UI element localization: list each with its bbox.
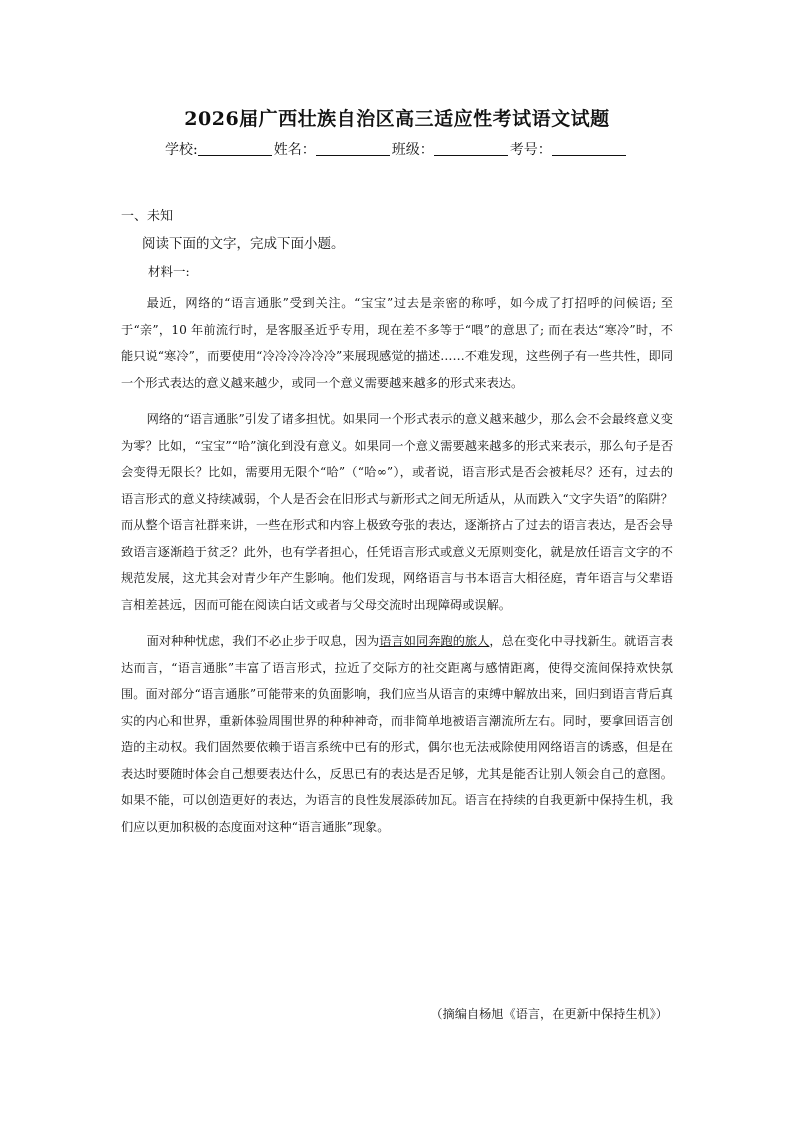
exam-title: 2026届广西壮族自治区高三适应性考试语文试题 [184,108,610,130]
school-blank [198,141,272,156]
name-blank [316,141,390,156]
paragraph-3-before: 面对种种忧虑，我们不必止步于叹息，因为 [146,634,380,648]
paragraph-1: 最近，网络的“语言通胀”受到关注。“宝宝”过去是亲密的称呼，如今成了打招呼的问候语; 至于“亲”，10 年前流行时，是客服圣近乎专用，现在差不多等于“喂”的意思了; 而在表达“寒冷”时，不能只说“寒冷”，而要使用“冷冷冷冷冷冷”来展现感觉的描述……不难发现，这些例子有一些共性，即同一个形式表达的意义越来越少，或同一个意义需要越来越多的形式来表达。 [121,296,673,390]
paragraph-3-after: ，总在变化中寻找新生。就语言表达而言，“语言通胀”丰富了语言形式，拉近了交际方的社交距离与感情距离，使得交流间保持欢快氛围。面对部分“语言通胀”可能带来的负面影响，我们应当从语言的束缚中解放出来，回归到语言背后真实的内心和世界，重新体验周围世界的种种神奇，而非简单地被语言潮流所左右。同时，要拿回语言创造的主动权。我们固然要依赖于语言系统中已有的形式，偶尔也无法戒除使用网络语言的诱惑，但是在表达时要随时体会自己想要表达什么，反思已有的表达是否足够，尤其是能否让别人领会自己的意图。如果不能，可以创造更好的表达，为语言的良性发展添砖加瓦。语言在持续的自我更新中保持生机，我们应以更加积极的态度面对这种“语言通胀”现象。 [121,634,674,834]
paragraph-2: 网络的“语言通胀”引发了诸多担忧。如果同一个形式表示的意义越来越少，那么会不会最终意义变为零？比如，“宝宝”“哈”演化到没有意义。如果同一个意义需要越来越多的形式来表示，那么句子是否会变得无限长？比如，需要用无限个“哈”（“哈∞”），或者说，语言形式是否会被耗尽？还有，过去的语言形式的意义持续减弱，个人是否会在旧形式与新形式之间无所适从，从而跌入“文字失语”的陷阱？而从整个语言社群来讲，一些在形式和内容上极致夸张的表达，逐渐挤占了过去的语言表达，是否会导致语言逐渐趋于贫乏？此外，也有学者担心，任凭语言形式或意义无原则变化，就是放任语言文字的不规范发展，这尤其会对青少年产生影响。他们发现，网络语言与书本语言大相径庭，青年语言与父辈语言相差甚远，因而可能在阅读白话文或者与父母交流时出现障碍或误解。 [121,412,673,612]
student-info-row [165,139,628,159]
section-heading: 一、未知 [121,209,174,224]
class-blank [434,141,508,156]
exam-no-label: 考号： [509,142,552,158]
reading-instruction: 阅读下面的文字，完成下面小题。 [142,236,345,252]
school-label: 学校: [165,142,198,158]
underlined-phrase: 语言如同奔跑的旅人 [379,634,490,648]
paragraph-3 [121,628,673,840]
material-body [121,290,673,840]
exam-no-blank [552,141,626,156]
source-citation: （摘编自杨旭《语言，在更新中保持生机》） [430,1007,668,1021]
name-label: 姓名： [273,142,316,158]
class-label: 班级： [391,142,434,158]
material-label: 材料一: [148,264,190,279]
